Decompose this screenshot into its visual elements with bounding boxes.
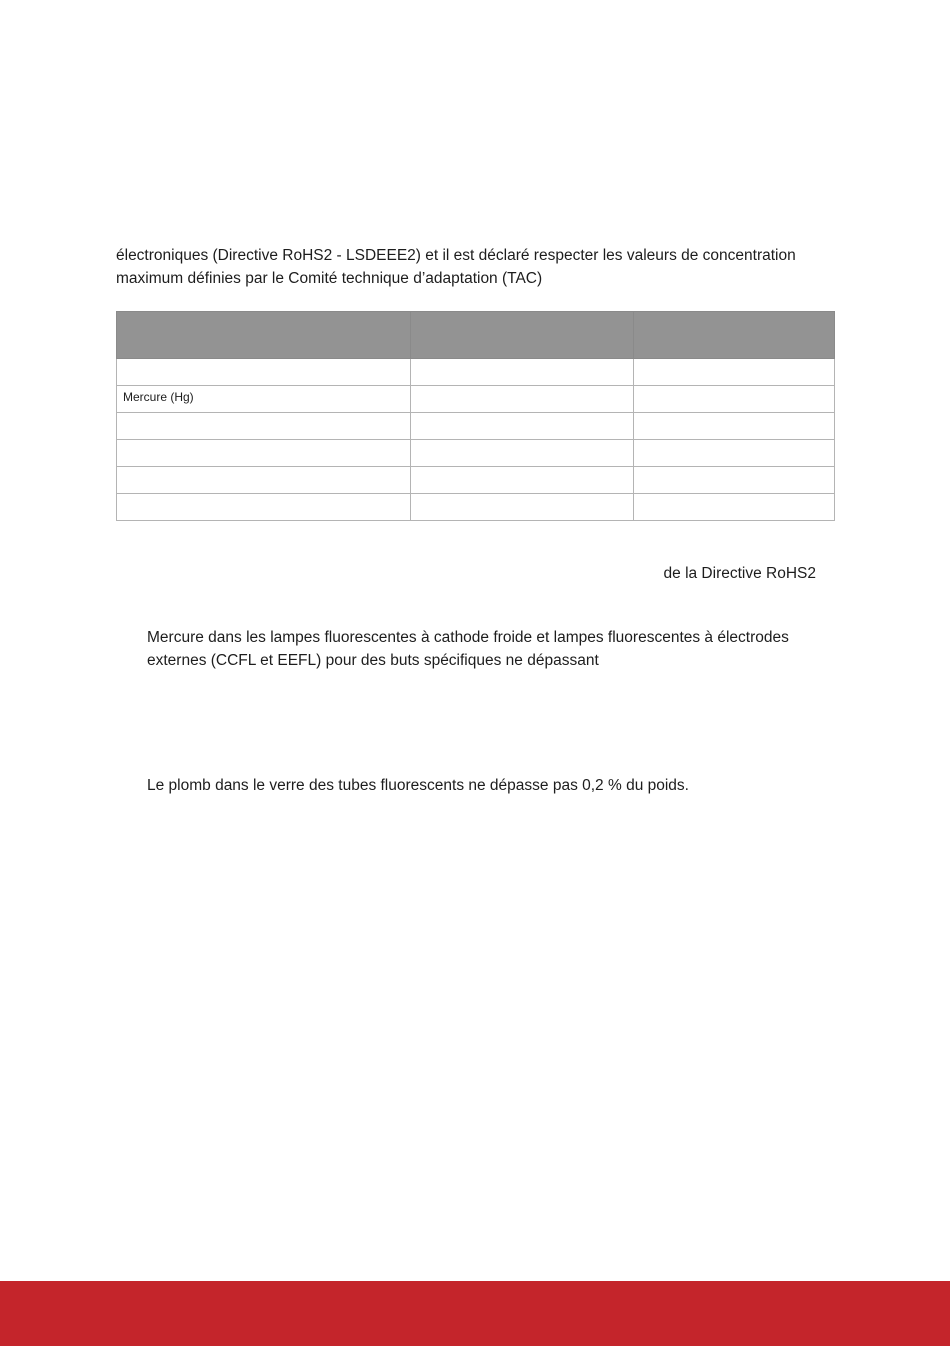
table-cell [411,440,634,467]
table-cell [634,440,835,467]
table-header-cell-1 [117,312,411,359]
table-cell: Mercure (Hg) [117,386,411,413]
table-cell [634,494,835,521]
directive-note: de la Directive RoHS2 [663,564,816,582]
table-row [117,467,835,494]
table-header-cell-2 [411,312,634,359]
intro-paragraph: électroniques (Directive RoHS2 - LSDEEE2) et il est déclaré respecter les valeurs de concentration maximum définies par le Comité technique d’adaptation (TAC) [116,246,796,287]
footer-band [0,1281,950,1346]
table-cell [634,386,835,413]
table-cell [411,386,634,413]
table-cell [117,440,411,467]
table-row [117,359,835,386]
table-cell [411,467,634,494]
table-cell [411,359,634,386]
table-cell [117,413,411,440]
table-header-cell-3 [634,312,835,359]
table-header-row [117,312,835,359]
table-cell [411,413,634,440]
table-row [117,386,835,413]
paragraph-ccfl: Mercure dans les lampes fluorescentes à cathode froide et lampes fluorescentes à électrodes externes (CCFL et EEFL) pour des buts spécifiques ne dépassant [147,628,789,669]
table-cell [117,467,411,494]
table-cell [117,359,411,386]
table-row [117,440,835,467]
table-row [117,413,835,440]
substances-table [116,311,835,521]
table-cell [117,494,411,521]
table-cell [634,467,835,494]
table-cell [634,413,835,440]
table-row [117,494,835,521]
table-cell [411,494,634,521]
paragraph-plomb: Le plomb dans le verre des tubes fluorescents ne dépasse pas 0,2 % du poids. [147,776,689,794]
table-cell [634,359,835,386]
